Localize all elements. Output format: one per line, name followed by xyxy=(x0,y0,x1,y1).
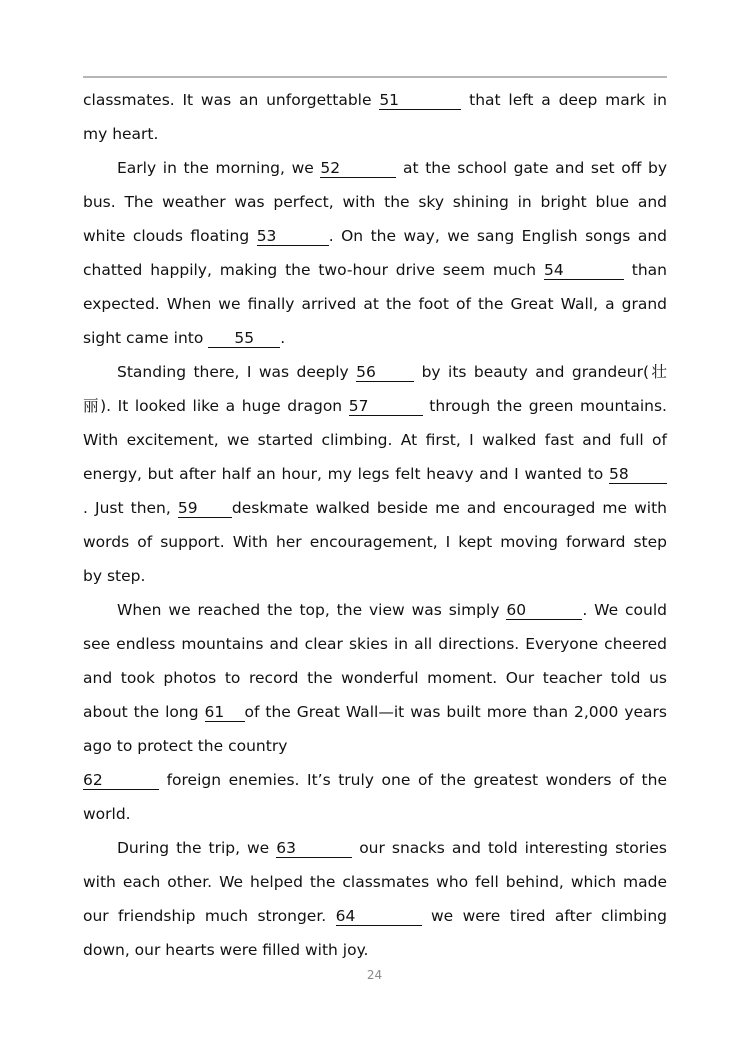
text-line xyxy=(83,627,667,661)
text-line xyxy=(83,287,667,321)
text-line xyxy=(83,185,667,219)
text-line xyxy=(83,831,667,865)
answer-blank-57[interactable]: 57 xyxy=(349,398,423,416)
answer-blank-58[interactable]: 58 xyxy=(609,466,667,484)
text-segment: classmates. It was an unforgettable xyxy=(83,91,380,109)
answer-blank-51[interactable]: 51 xyxy=(379,92,461,110)
text-segment: at the school gate and set off by xyxy=(396,159,667,177)
text-segment: bus. The weather was perfect, with the sky shining in bright blue and xyxy=(83,193,667,211)
text-segment: Early in the morning, we xyxy=(117,159,321,177)
text-segment: . We could xyxy=(582,601,667,619)
text-segment: ago to protect the country xyxy=(83,737,288,755)
answer-blank-61[interactable]: 61 xyxy=(205,704,245,722)
text-segment: than xyxy=(623,261,667,279)
text-line xyxy=(83,763,667,797)
text-line xyxy=(83,253,667,287)
text-line xyxy=(83,729,667,763)
text-segment: our friendship much stronger. xyxy=(83,907,336,925)
text-line xyxy=(83,695,667,729)
answer-blank-64[interactable]: 64 xyxy=(336,908,422,926)
text-segment: 丽). It looked like a huge dragon xyxy=(83,397,349,415)
text-segment: our snacks and told interesting stories xyxy=(352,839,667,857)
answer-blank-56[interactable]: 56 xyxy=(356,364,414,382)
text-line xyxy=(83,491,667,525)
text-segment: my heart. xyxy=(83,125,159,143)
text-line xyxy=(83,899,667,933)
header-rule xyxy=(83,76,667,78)
text-line xyxy=(83,525,667,559)
text-segment: by its beauty and grandeur(壮 xyxy=(414,363,667,381)
text-segment: through the green mountains. xyxy=(422,397,667,415)
text-segment: that left a deep mark in xyxy=(461,91,668,109)
text-segment: foreign enemies. It’s truly one of the greatest wonders of the xyxy=(159,771,667,789)
text-line xyxy=(83,389,667,423)
text-segment: . Just then, xyxy=(83,499,178,517)
text-segment: world. xyxy=(83,805,131,823)
text-line xyxy=(83,423,667,457)
text-segment: When we reached the top, the view was simply xyxy=(117,601,507,619)
text-segment: chatted happily, making the two-hour drive seem much xyxy=(83,261,544,279)
text-segment: and took photos to record the wonderful moment. Our teacher told us xyxy=(83,669,667,687)
answer-blank-53[interactable]: 53 xyxy=(257,228,329,246)
text-line xyxy=(83,457,667,491)
text-segment: words of support. With her encouragement, I kept moving forward step xyxy=(83,533,667,551)
answer-blank-59[interactable]: 59 xyxy=(178,500,232,518)
text-line xyxy=(83,117,667,151)
text-line xyxy=(83,83,667,117)
answer-blank-62[interactable]: 62 xyxy=(83,772,159,790)
text-line xyxy=(83,593,667,627)
text-segment: During the trip, we xyxy=(117,839,277,857)
text-segment: With excitement, we started climbing. At first, I walked fast and full of xyxy=(83,431,667,449)
text-segment: energy, but after half an hour, my legs felt heavy and I wanted to xyxy=(83,465,609,483)
text-line xyxy=(83,933,667,967)
document-body xyxy=(83,83,667,967)
text-segment: of the Great Wall—it was built more than 2,000 years xyxy=(244,703,667,721)
answer-blank-52[interactable]: 52 xyxy=(320,160,396,178)
text-segment: by step. xyxy=(83,567,146,585)
text-segment: down, our hearts were filled with joy. xyxy=(83,941,369,959)
text-segment: with each other. We helped the classmates who fell behind, which made xyxy=(83,873,667,891)
text-line xyxy=(83,559,667,593)
text-line xyxy=(83,661,667,695)
answer-blank-60[interactable]: 60 xyxy=(506,602,582,620)
text-line xyxy=(83,321,667,355)
text-line xyxy=(83,865,667,899)
text-line xyxy=(83,797,667,831)
text-line xyxy=(83,355,667,389)
text-segment: Standing there, I was deeply xyxy=(117,363,357,381)
text-segment: white clouds floating xyxy=(83,227,257,245)
text-segment: about the long xyxy=(83,703,205,721)
answer-blank-55[interactable]: 55 xyxy=(208,330,280,348)
text-segment: . xyxy=(280,329,286,347)
text-segment: deskmate walked beside me and encouraged me with xyxy=(231,499,667,517)
page-number: 24 xyxy=(366,968,383,982)
text-segment: see endless mountains and clear skies in all directions. Everyone cheered xyxy=(83,635,667,653)
text-line xyxy=(83,151,667,185)
text-segment: sight came into xyxy=(83,329,209,347)
text-segment: we were tired after climbing xyxy=(421,907,667,925)
text-segment: . On the way, we sang English songs and xyxy=(328,227,667,245)
text-line xyxy=(83,219,667,253)
answer-blank-54[interactable]: 54 xyxy=(544,262,624,280)
text-segment: expected. When we finally arrived at the foot of the Great Wall, a grand xyxy=(83,295,667,313)
answer-blank-63[interactable]: 63 xyxy=(276,840,352,858)
